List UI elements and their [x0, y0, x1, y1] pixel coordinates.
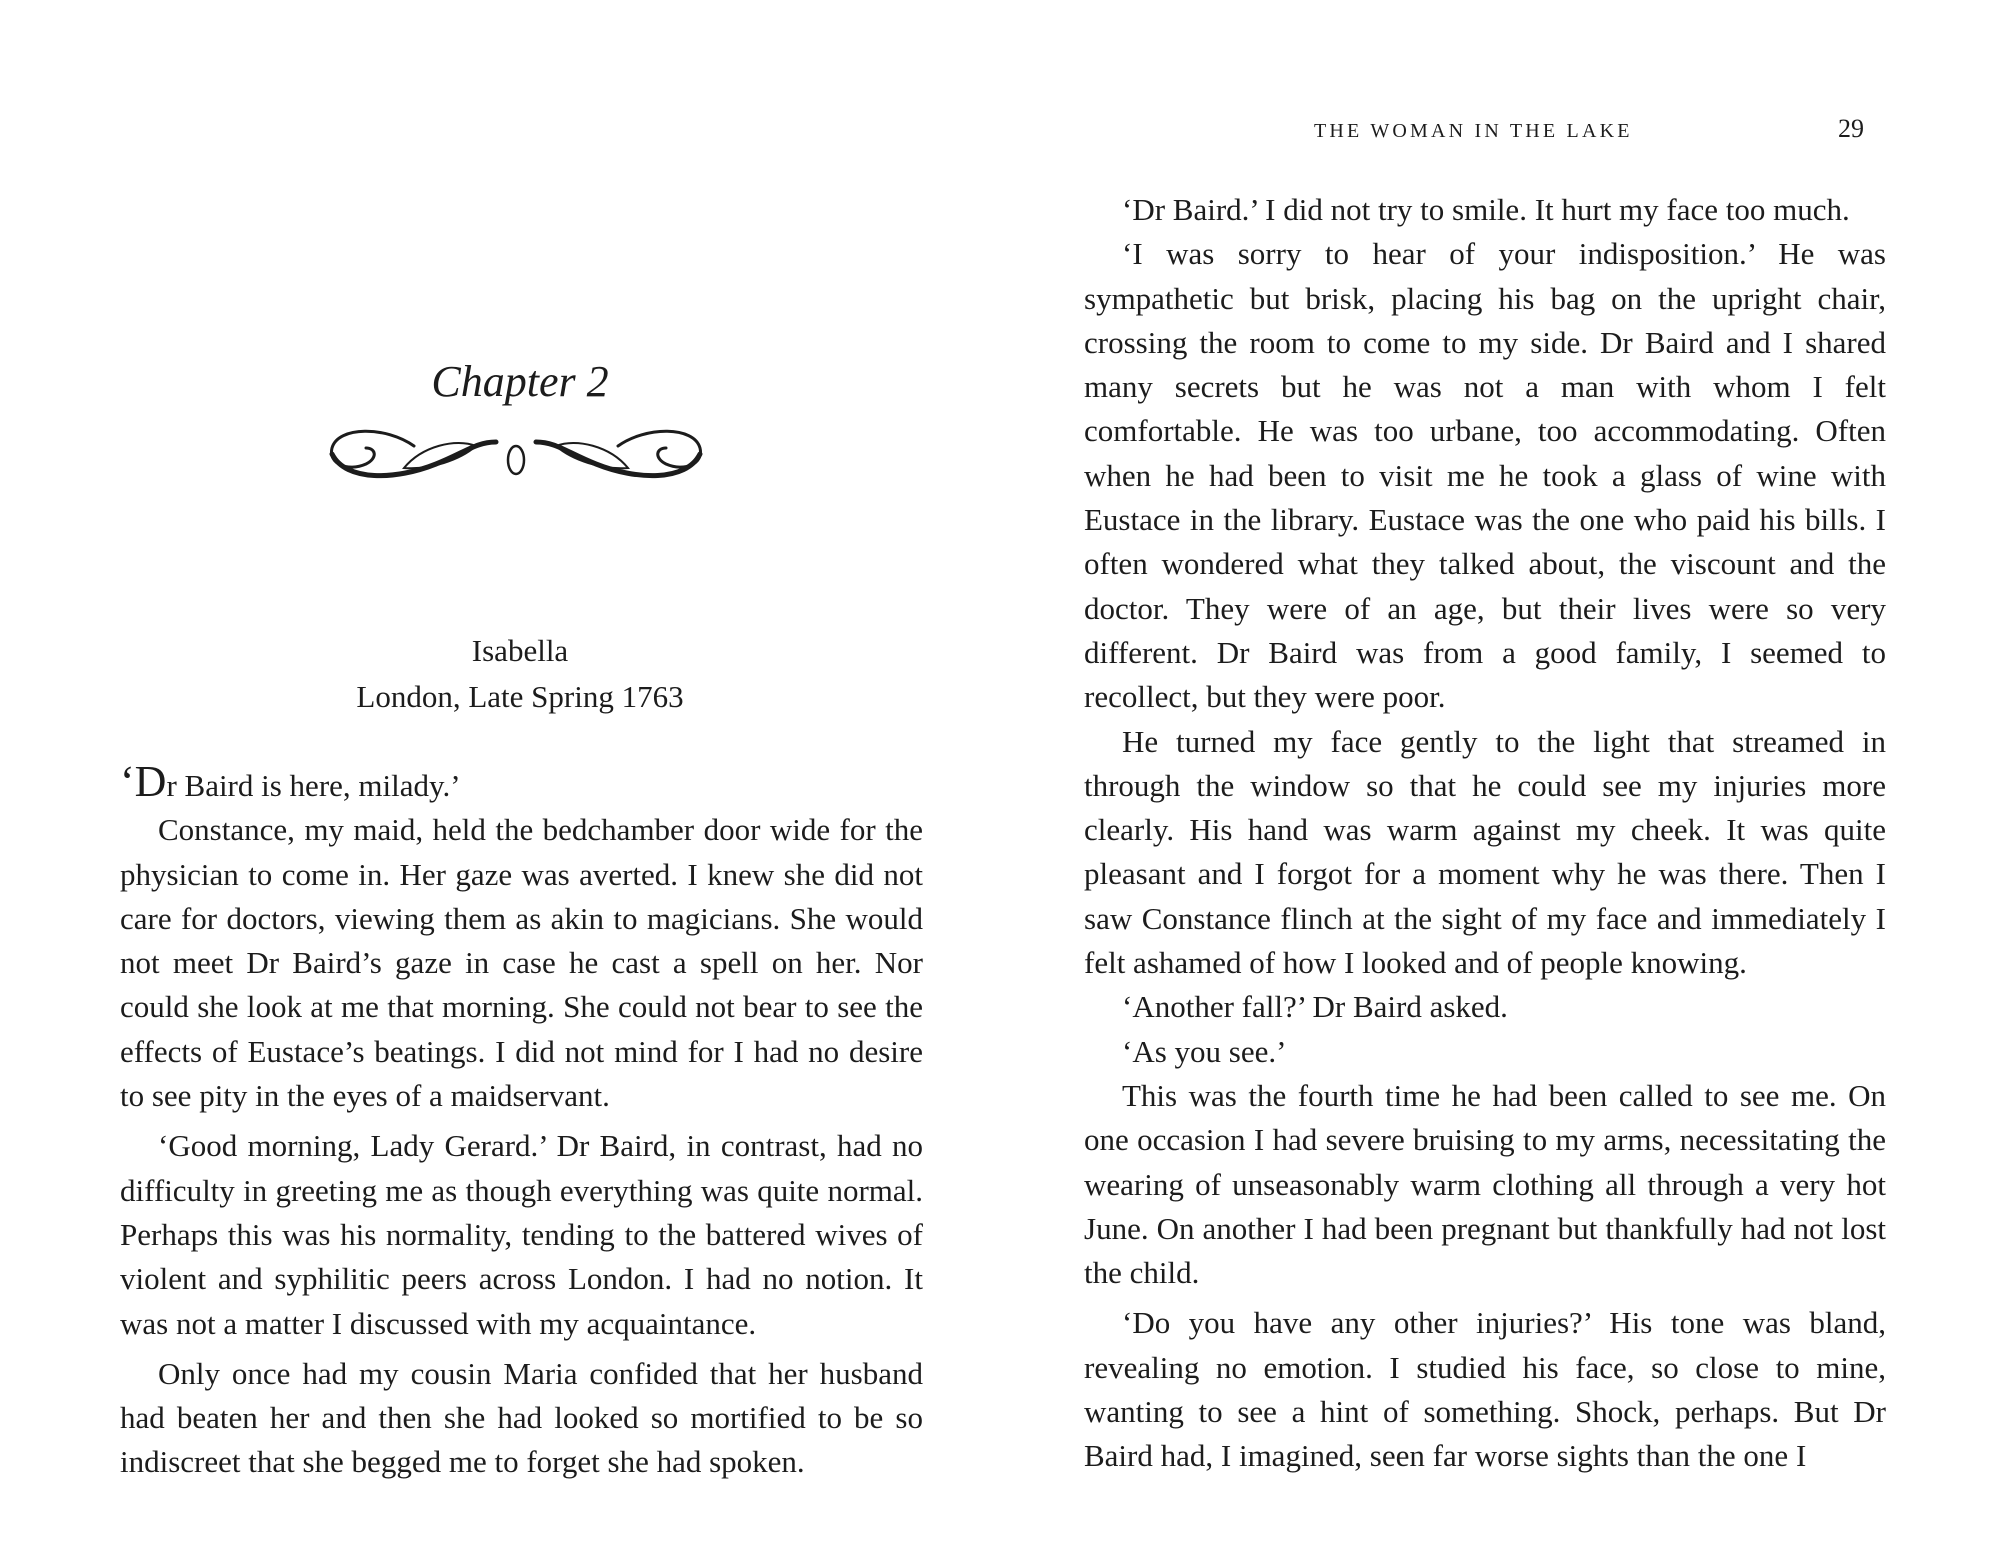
body-paragraph: ‘Dr Baird.’ I did not try to smile. It hurt my face too much. — [1122, 192, 1850, 227]
body-paragraph: ‘I was sorry to hear of your indisposition.’ He was sympathetic but brisk, placing his bag on the upright chair, crossing the room to come to my side. Dr Baird and I shared many secrets but he was not a man with whom I felt comfortable. He was too urbane, too accommodating. Often when he had been to visit me he took a glass of wine with Eustace in the library. Eustace was the one who paid his bills. I often wondered what they talked about, the viscount and the doctor. They were of an age, but their lives were so very different. Dr Baird was from a good family, I seemed to recollect, but they were poor. — [1084, 236, 1886, 715]
opening-rest: r Baird is here, milady.’ — [166, 768, 461, 803]
body-paragraph: ‘Another fall?’ Dr Baird asked. — [1122, 989, 1508, 1025]
drop-initial: ‘D — [120, 757, 167, 806]
opening-paragraph — [120, 757, 923, 808]
body-paragraph: Only once had my cousin Maria confided that her husband had beaten her and then she had looked so mortified to be so indiscreet that she begged me to forget she had spoken. — [120, 1355, 923, 1480]
page-number: 29 — [1838, 114, 1864, 143]
pov-place-date: London, Late Spring 1763 — [356, 679, 684, 714]
body-paragraph: ‘Do you have any other injuries?’ His tone was bland, revealing no emotion. I studied his face, so close to mine, wanting to see a hint of something. Shock, perhaps. But Dr Baird had, I imagined, seen far worse sights than the one I — [1084, 1305, 1886, 1474]
running-head: THE WOMAN IN THE LAKE — [1314, 120, 1633, 142]
flourish-ornament-icon — [326, 420, 706, 490]
body-paragraph: He turned my face gently to the light that streamed in through the window so that he could see my injuries more clearly. His hand was warm against my cheek. It was quite pleasant and I forgot for a moment why he was there. Then I saw Constance flinch at the sight of my face and immediately I felt ashamed of how I looked and of people knowing. — [1084, 723, 1886, 981]
body-paragraph: This was the fourth time he had been called to see me. On one occasion I had severe bruising to my arms, necessitating the wearing of unseasonably warm clothing all through a very hot June. On another I had been pregnant but thankfully had not lost the child. — [1084, 1077, 1886, 1291]
pov-character-name: Isabella — [471, 633, 569, 668]
chapter-title: Chapter 2 — [431, 357, 609, 406]
right-page — [1000, 0, 2000, 1560]
body-paragraph: ‘As you see.’ — [1122, 1033, 1287, 1069]
body-paragraph: Constance, my maid, held the bedchamber door wide for the physician to come in. Her gaze was averted. I knew she did not care for doctors, viewing them as akin to magicians. She would not meet Dr Baird’s gaze in case he cast a spell on her. Nor could she look at me that morning. She could not bear to see the effects of Eustace’s beatings. I did not mind for I had no desire to see pity in the eyes of a maidservant. — [120, 812, 923, 1114]
left-body-text — [120, 757, 923, 1485]
right-body-text — [1084, 188, 1886, 1479]
body-paragraph: ‘Good morning, Lady Gerard.’ Dr Baird, in contrast, had no difficulty in greeting me as though everything was quite normal. Perhaps this was his normality, tending to the battered wives of violent and syphilitic peers across London. I had no notion. It was not a matter I discussed with my acquaintance. — [120, 1128, 923, 1341]
